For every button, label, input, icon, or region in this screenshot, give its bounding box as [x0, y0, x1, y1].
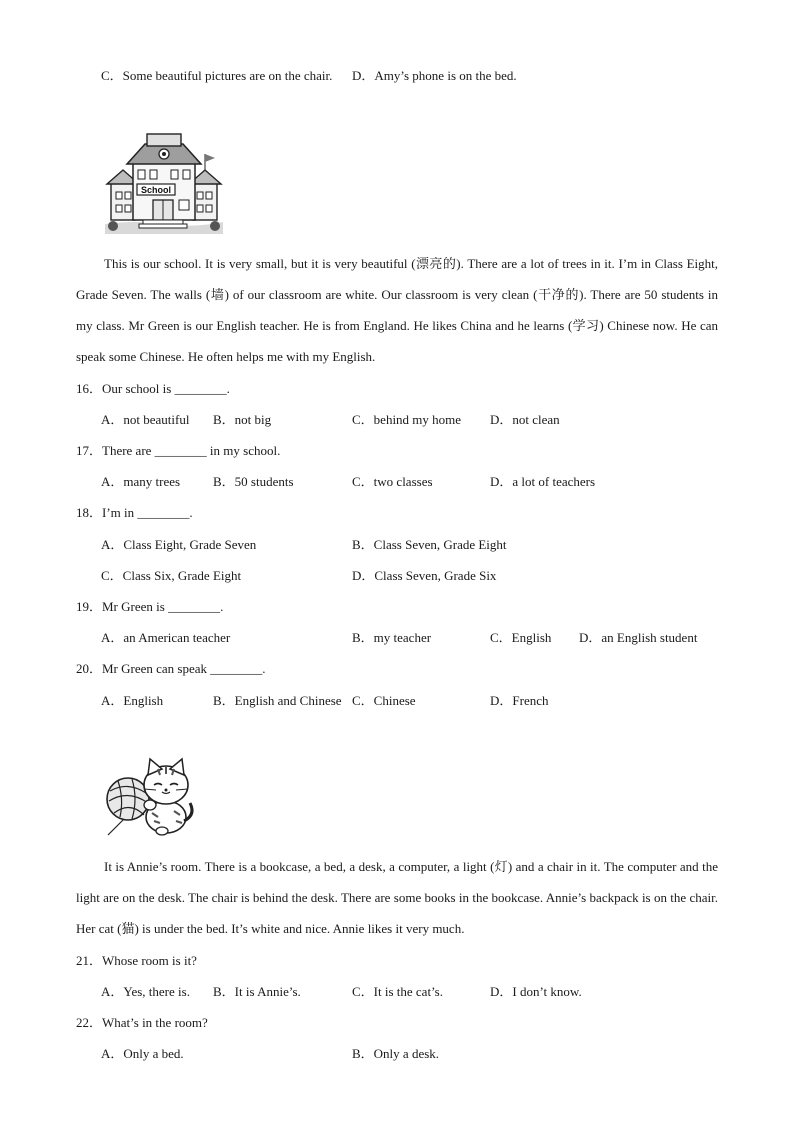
cat-with-yarn-illustration: [104, 755, 196, 839]
q20-option-d[interactable]: D．French: [490, 693, 549, 708]
q17-option-c[interactable]: C．two classes: [352, 474, 433, 489]
q18-option-d[interactable]: D．Class Seven, Grade Six: [352, 568, 497, 583]
q21-option-d[interactable]: D．I don’t know.: [490, 984, 582, 999]
q16-option-b[interactable]: B．not big: [213, 412, 272, 427]
q19-option-b[interactable]: B．my teacher: [352, 630, 432, 645]
question-20: 20．Mr Green can speak ________.: [76, 661, 266, 676]
passage-school: This is our school. It is very small, but it is very beautiful (漂亮的). There are a lot of trees in it. I’m in Class Eight, Grade Seven. The walls (墙) of our classroom are white. Our classroom is very clean (干净的). There are 50 students in my class. Mr Green is our English teacher. He is from England. He likes China and he learns (学习) Chinese now. He can speak some Chinese. He often helps me with my English.: [76, 256, 718, 364]
question-17: 17．There are ________ in my school.: [76, 443, 281, 458]
q20-option-a[interactable]: A．English: [101, 693, 164, 708]
q19-option-c[interactable]: C．English: [490, 630, 552, 645]
q19-option-d[interactable]: D．an English student: [579, 630, 698, 645]
q20-option-c[interactable]: C．Chinese: [352, 693, 416, 708]
q16-option-d[interactable]: D．not clean: [490, 412, 560, 427]
q17-option-a[interactable]: A．many trees: [101, 474, 181, 489]
question-21: 21．Whose room is it?: [76, 953, 197, 968]
q22-option-b[interactable]: B．Only a desk.: [352, 1046, 440, 1061]
q18-option-a[interactable]: A．Class Eight, Grade Seven: [101, 537, 257, 552]
question-16: 16．Our school is ________.: [76, 381, 230, 396]
q16-option-a[interactable]: A．not beautiful: [101, 412, 190, 427]
question-19: 19．Mr Green is ________.: [76, 599, 224, 614]
q19-option-a[interactable]: A．an American teacher: [101, 630, 231, 645]
q20-option-b[interactable]: B．English and Chinese: [213, 693, 342, 708]
question-18: 18．I’m in ________.: [76, 505, 193, 520]
school-sign-text: School: [140, 185, 172, 195]
q22-option-a[interactable]: A．Only a bed.: [101, 1046, 184, 1061]
question-22: 22．What’s in the room?: [76, 1015, 208, 1030]
passage-annies-room: It is Annie’s room. There is a bookcase, a bed, a desk, a computer, a light (灯) and a chair in it. The computer and the light are on the desk. The chair is behind the desk. There are some books in the bookcase. Annie’s backpack is on the chair. Her cat (猫) is under the bed. It’s white and nice. Annie likes it very much.: [76, 859, 718, 936]
q17-option-b[interactable]: B．50 students: [213, 474, 294, 489]
option-c-prev: C．Some beautiful pictures are on the chair.: [101, 68, 333, 83]
school-building-illustration: [105, 132, 223, 234]
q21-option-a[interactable]: A．Yes, there is.: [101, 984, 190, 999]
option-d-prev: D．Amy’s phone is on the bed.: [352, 68, 517, 83]
q18-option-c[interactable]: C．Class Six, Grade Eight: [101, 568, 242, 583]
q21-option-b[interactable]: B．It is Annie’s.: [213, 984, 301, 999]
q21-option-c[interactable]: C．It is the cat’s.: [352, 984, 443, 999]
q16-option-c[interactable]: C．behind my home: [352, 412, 462, 427]
q18-option-b[interactable]: B．Class Seven, Grade Eight: [352, 537, 507, 552]
q17-option-d[interactable]: D．a lot of teachers: [490, 474, 596, 489]
